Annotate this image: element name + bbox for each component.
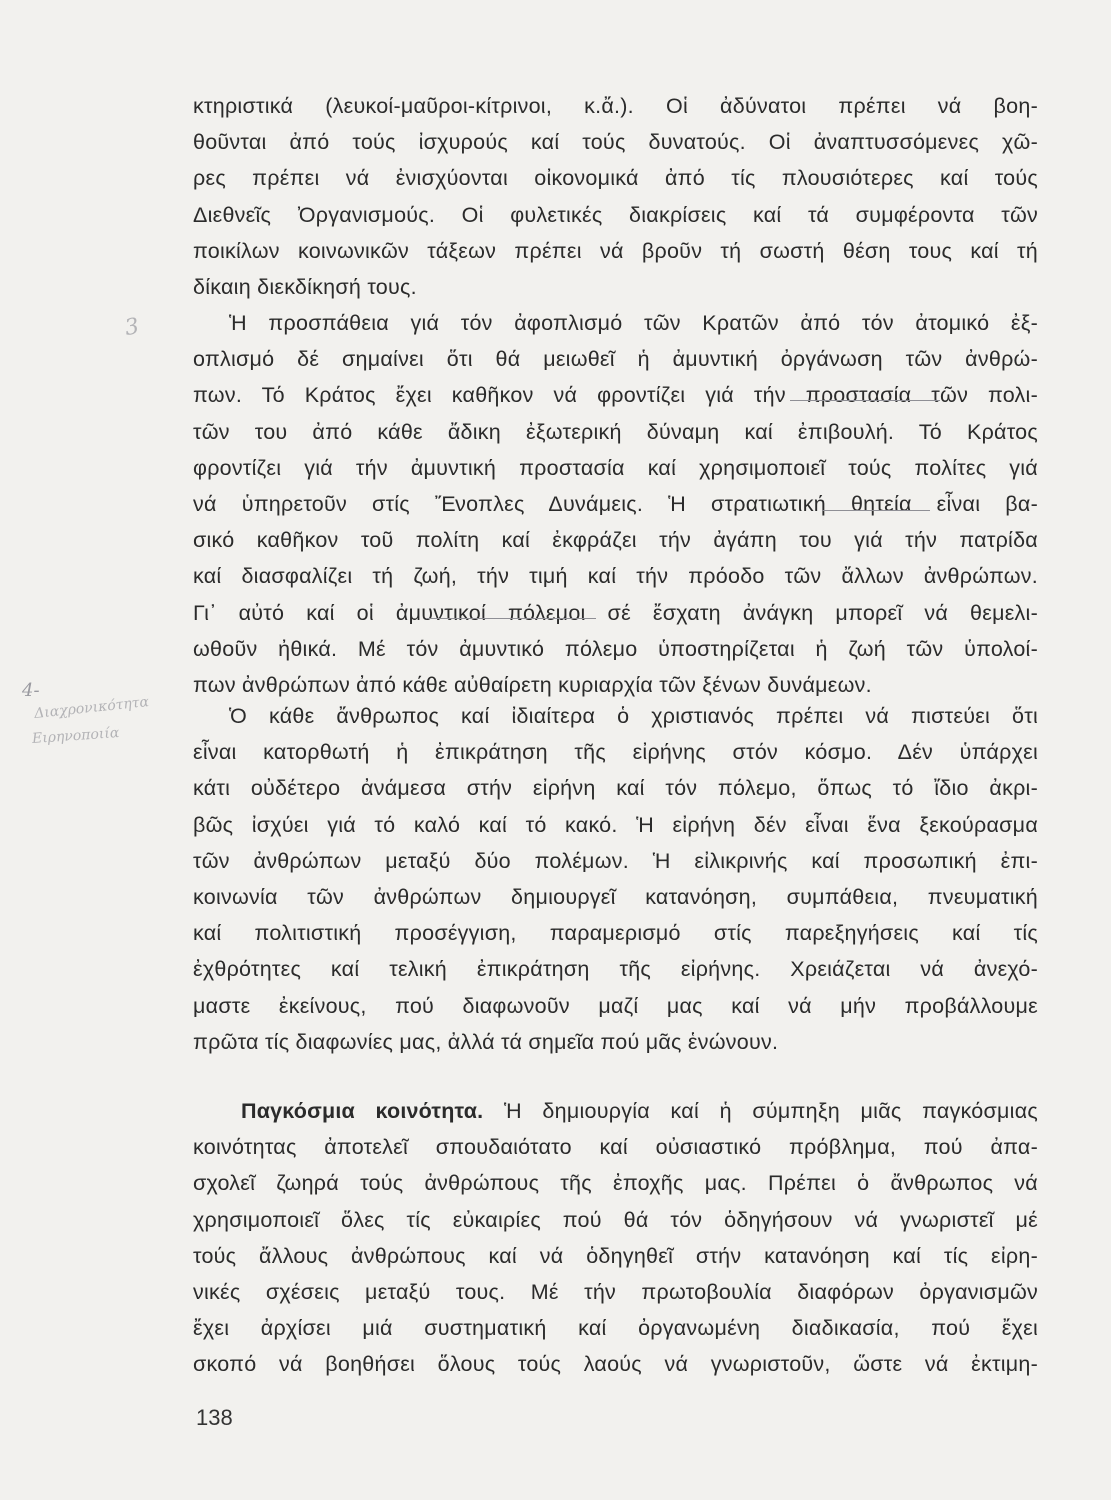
text-line: βῶς ἰσχύει γιά τό καλό καί τό κακό. Ἡ εἰρήνη δέν εἶναι ἕνα ξεκούρασμα xyxy=(193,812,1038,837)
text-line: ἔχει ἀρχίσει μιά συστηματική καί ὀργανωμένη διαδικασία, πού ἔχει xyxy=(193,1316,1038,1341)
text-line: σχολεῖ ζωηρά τούς ἀνθρώπους τῆς ἐποχῆς μας. Πρέπει ὁ ἄνθρωπος νά xyxy=(193,1171,1038,1196)
text-line: Ὁ κάθε ἄνθρωπος καί ἰδιαίτερα ὁ χριστιανός πρέπει νά πιστεύει ὅτι xyxy=(229,704,1038,728)
text-line: κοινωνία τῶν ἀνθρώπων δημιουργεῖ κατανόηση, συμπάθεια, πνευματική xyxy=(193,884,1038,909)
pencil-underline xyxy=(790,400,940,401)
pencil-underline xyxy=(426,618,596,619)
section-first-line-text: Ἡ δημιουργία καί ἡ σύμπηξη μιᾶς παγκόσμιας xyxy=(503,1099,1038,1123)
text-line: εἶναι κατορθωτή ἡ ἐπικράτηση τῆς εἰρήνης στόν κόσμο. Δέν ὑπάρχει xyxy=(193,740,1038,765)
text-line: οπλισμό δέ σημαίνει ὅτι θά μειωθεῖ ἡ ἀμυντική ὀργάνωση τῶν ἀνθρώ- xyxy=(193,347,1038,372)
text-line: κοινότητας ἀποτελεῖ σπουδαιότατο καί οὐσιαστικό πρόβλημα, πού ἀπα- xyxy=(193,1135,1038,1160)
text-line: ποικίλων κοινωνικῶν τάξεων πρέπει νά βροῦν τή σωστή θέση τους καί τή xyxy=(193,238,1038,263)
text-line: καί διασφαλίζει τή ζωή, τήν τιμή καί τήν πρόοδο τῶν ἄλλων ἀνθρώπων. xyxy=(193,564,1038,589)
text-line: τούς ἄλλους ἀνθρώπους καί νά ὁδηγηθεῖ στήν κατανόηση καί τίς εἰρη- xyxy=(193,1243,1038,1268)
text-line: μαστε ἐκείνους, πού διαφωνοῦν μαζί μας καί νά μήν προβάλλουμε xyxy=(193,993,1038,1018)
text-line: καί πολιτιστική προσέγγιση, παραμερισμό στίς παρεξηγήσεις καί τίς xyxy=(193,921,1038,946)
text-line: πρῶτα τίς διαφωνίες μας, ἀλλά τά σημεῖα πού μᾶς ἑνώνουν. xyxy=(193,1029,779,1054)
text-line: θοῦνται ἀπό τούς ἰσχυρούς καί τούς δυνατούς. Οἱ ἀναπτυσσόμενες χῶ- xyxy=(193,130,1038,155)
text-line: Γι᾽ αὐτό καί οἱ ἀμυντικοί πόλεμοι σέ ἔσχατη ἀνάγκη μπορεῖ νά θεμελι- xyxy=(193,600,1038,625)
margin-note-peacemaking: Ειρηνοποιία xyxy=(31,724,120,748)
margin-note-4: 4- xyxy=(22,680,40,701)
text-line: νικές σχέσεις μεταξύ τους. Μέ τήν πρωτοβουλία διαφόρων ὀργανισμῶν xyxy=(193,1279,1038,1304)
text-line: φροντίζει γιά τήν ἀμυντική προστασία καί χρησιμοποιεῖ τούς πολίτες γιά xyxy=(193,455,1038,480)
text-line: σικό καθῆκον τοῦ πολίτη καί ἐκφράζει τήν ἀγάπη του γιά τήν πατρίδα xyxy=(193,528,1038,553)
page-number: 138 xyxy=(196,1405,233,1430)
section-first-line xyxy=(193,1093,1038,1129)
paragraph-1 xyxy=(193,88,1038,305)
text-line: νά ὑπηρετοῦν στίς Ἔνοπλες Δυνάμεις. Ἡ στρατιωτική θητεία εἶναι βα- xyxy=(193,491,1038,516)
text-line: σκοπό νά βοηθήσει ὅλους τούς λαούς νά γνωριστοῦν, ὥστε νά ἐκτιμη- xyxy=(193,1352,1038,1377)
margin-note-diachronicity: Διαχρονικότητα xyxy=(33,694,150,722)
text-line: Ἡ προσπάθεια γιά τόν ἀφοπλισμό τῶν Κρατῶν ἀπό τόν ἀτομικό ἐξ- xyxy=(229,311,1038,335)
paragraph-3 xyxy=(193,698,1038,1060)
section-heading: Παγκόσμια κοινότητα. xyxy=(241,1099,484,1123)
text-line: πων. Τό Κράτος ἔχει καθῆκον νά φροντίζει γιά τήν προστασία τῶν πολι- xyxy=(193,383,1038,408)
text-line: δίκαιη διεκδίκησή τους. xyxy=(193,274,417,299)
text-line: τῶν ἀνθρώπων μεταξύ δύο πολέμων. Ἡ εἰλικρινής καί προσωπική ἐπι- xyxy=(193,848,1038,873)
text-line: κτηριστικά (λευκοί-μαῦροι-κίτρινοι, κ.ἄ.). Οἱ ἀδύνατοι πρέπει νά βοη- xyxy=(193,94,1038,118)
text-line: χρησιμοποιεῖ ὅλες τίς εὐκαιρίες πού θά τόν ὁδηγήσουν νά γνωριστεῖ μέ xyxy=(193,1207,1038,1232)
text-line: Διεθνεῖς Ὀργανισμούς. Οἱ φυλετικές διακρίσεις καί τά συμφέροντα τῶν xyxy=(193,202,1038,227)
text-line: ἐχθρότητες καί τελική ἐπικράτηση τῆς εἰρήνης. Χρειάζεται νά ἀνεχό- xyxy=(193,957,1038,982)
margin-note-3: 3 xyxy=(122,313,142,342)
paragraph-2 xyxy=(193,305,1038,703)
text-line: κάτι οὐδέτερο ἀνάμεσα στήν εἰρήνη καί τόν πόλεμο, ὅπως τό ἴδιο ἀκρι- xyxy=(193,776,1038,801)
section-global-community xyxy=(193,1093,1038,1383)
text-line: ρες πρέπει νά ἐνισχύονται οἰκονομικά ἀπό τίς πλουσιότερες καί τούς xyxy=(193,166,1038,191)
text-line: πων ἀνθρώπων ἀπό κάθε αὐθαίρετη κυριαρχία τῶν ξένων δυνάμεων. xyxy=(193,672,872,697)
pencil-underline xyxy=(822,510,930,511)
text-line: ωθοῦν ἠθικά. Μέ τόν ἀμυντικό πόλεμο ὑποστηρίζεται ἡ ζωή τῶν ὑπολοί- xyxy=(193,636,1038,661)
text-line: τῶν του ἀπό κάθε ἄδικη ἐξωτερική δύναμη καί ἐπιβουλή. Τό Κράτος xyxy=(193,419,1038,444)
